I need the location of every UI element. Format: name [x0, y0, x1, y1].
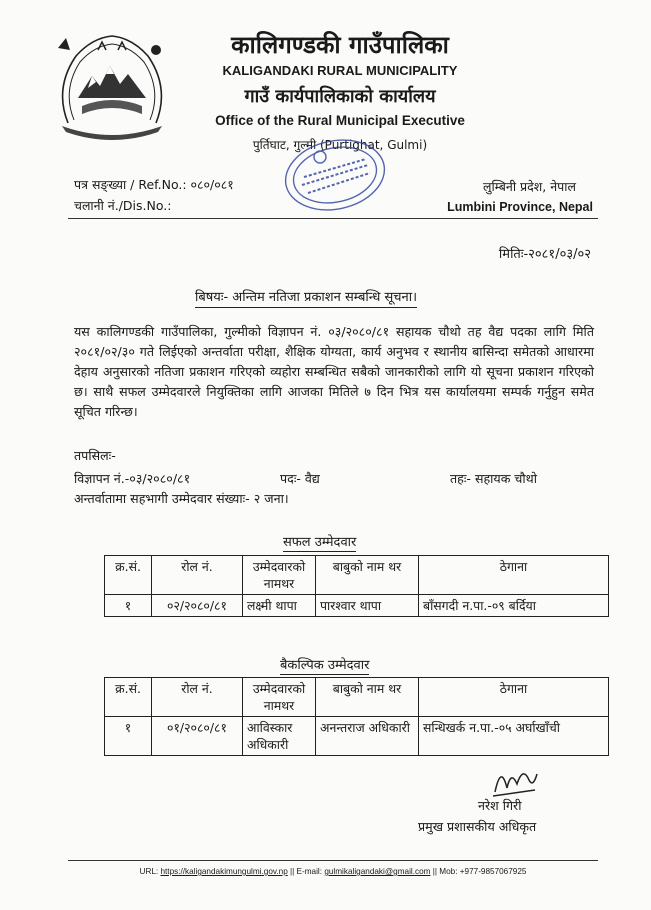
- header-father: बाबुको नाम थर: [316, 678, 419, 717]
- header-divider: [68, 218, 598, 219]
- office-name-en: Office of the Rural Municipal Executive: [215, 113, 465, 128]
- letter-date: मितिः-२०८१/०३/०२: [498, 247, 591, 262]
- details-label: तपसिलः-: [74, 448, 116, 463]
- successful-title-text: सफल उम्मेदवार: [283, 535, 357, 550]
- post-level: तहः- सहायक चौथो: [450, 471, 537, 486]
- notice-paragraph: यस कालिगण्डकी गाउँपालिका, गुल्मीको विज्ञापन नं. ०३/२०८०/८१ सहायक चौथो तह वैद्य पदका लागि मिति २०८१/०२/३० गते लिईएको अन्तर्वाता परीक्षा, शैक्षिक योग्यता, कार्य अनुभव र स्थानीय बासिन्दा समेतको आधारमा देहाय अनुसारको नतिजा प्रकाशन गरिएको व्यहोरा सम्बन्धित सबैको जानकारीको लागि यो सूचना प्रकाशन गरिएको छ। साथै सफल उम्मेदवारले नियुक्तिका लागि आजका मितिले ७ दिन भित्र यस कार्यालयमा सम्पर्क गर्नुहुन समेत सूचित गरिन्छ।: [74, 324, 594, 419]
- dispatch-number: चलानी नं./Dis.No.:: [74, 198, 172, 213]
- handwritten-signature: [487, 760, 542, 800]
- office-address: पुर्तिघाट, गुल्मी (Purtighat, Gulmi): [252, 138, 428, 152]
- title-underline: [283, 551, 356, 552]
- cell-sn: १: [105, 595, 152, 617]
- footer-mobile: || Mob: +977-9857067925: [430, 867, 527, 876]
- cell-sn: १: [105, 717, 152, 756]
- header-candidate: उम्मेदवारको नामथर: [243, 556, 316, 595]
- alternate-table-title: [280, 655, 369, 675]
- office-seal-stamp: [280, 135, 390, 215]
- nepal-emblem-logo: [48, 28, 176, 140]
- header-address: ठेगाना: [419, 556, 609, 595]
- header-candidate: उम्मेदवारको नामथर: [243, 678, 316, 717]
- cell-address: बाँसगदी न.पा.-०९ बर्दिया: [419, 595, 609, 617]
- header-roll: रोल नं.: [152, 556, 243, 595]
- title-underline: [280, 674, 369, 675]
- header-sn: क्र.सं.: [105, 556, 152, 595]
- municipality-name-en: KALIGANDAKI RURAL MUNICIPALITY: [222, 63, 458, 78]
- province-en: Lumbini Province, Nepal: [447, 200, 593, 214]
- cell-father: पारश्वार थापा: [316, 595, 419, 617]
- footer-email-label: || E-mail:: [287, 867, 325, 876]
- signer-name: नरेश गिरी: [478, 798, 522, 813]
- header-father: बाबुको नाम थर: [316, 556, 419, 595]
- alternate-candidate-table: [104, 677, 609, 756]
- email-link[interactable]: gulmikaligandaki@gmail.com: [324, 867, 431, 876]
- reference-number: पत्र सङ्ख्या / Ref.No.: ०८०/०८१: [74, 177, 234, 192]
- footer-divider: [68, 860, 598, 861]
- header-sn: क्र.सं.: [105, 678, 152, 717]
- office-name-np: गाउँ कार्यपालिकाको कार्यालय: [244, 86, 436, 107]
- cell-candidate: आविस्कार अधिकारी: [243, 717, 316, 756]
- advertisement-number: विज्ञापन नं.-०३/२०८०/८१: [74, 471, 191, 486]
- subject-line: [195, 287, 417, 305]
- municipality-name-np: कालिगण्डकी गाउँपालिका: [231, 31, 449, 59]
- cell-father: अनन्तराज अधिकारी: [316, 717, 419, 756]
- subject-text: बिषयः- अन्तिम नतिजा प्रकाशन सम्बन्धि सूचना।: [195, 290, 418, 305]
- website-link[interactable]: https://kaligandakimungulmi.gov.np: [160, 867, 288, 876]
- footer-contact: [68, 867, 598, 876]
- cell-roll: ०२/२०८०/८१: [152, 595, 243, 617]
- cell-roll: ०१/२०८०/८१: [152, 717, 243, 756]
- header-roll: रोल नं.: [152, 678, 243, 717]
- subject-underline: [195, 307, 417, 308]
- participant-count: अन्तर्वातामा सहभागी उम्मेदवार संख्याः- २ जना।: [74, 491, 289, 506]
- table-row: [105, 717, 609, 756]
- alternate-title-text: बैकल्पिक उम्मेदवार: [280, 658, 370, 673]
- footer-url-label: URL:: [139, 867, 161, 876]
- cell-address: सन्धिखर्क न.पा.-०५ अर्घाखाँची: [419, 717, 609, 756]
- province-np: लुम्बिनी प्रदेश, नेपाल: [482, 179, 576, 194]
- successful-table-title: [283, 532, 356, 552]
- header-address: ठेगाना: [419, 678, 609, 717]
- table-header-row: [105, 678, 609, 717]
- table-header-row: [105, 556, 609, 595]
- post-name: पदः- वैद्य: [280, 471, 320, 486]
- cell-candidate: लक्ष्मी थापा: [243, 595, 316, 617]
- successful-candidate-table: [104, 555, 609, 617]
- table-row: [105, 595, 609, 617]
- signer-title: प्रमुख प्रशासकीय अधिकृत: [418, 819, 537, 834]
